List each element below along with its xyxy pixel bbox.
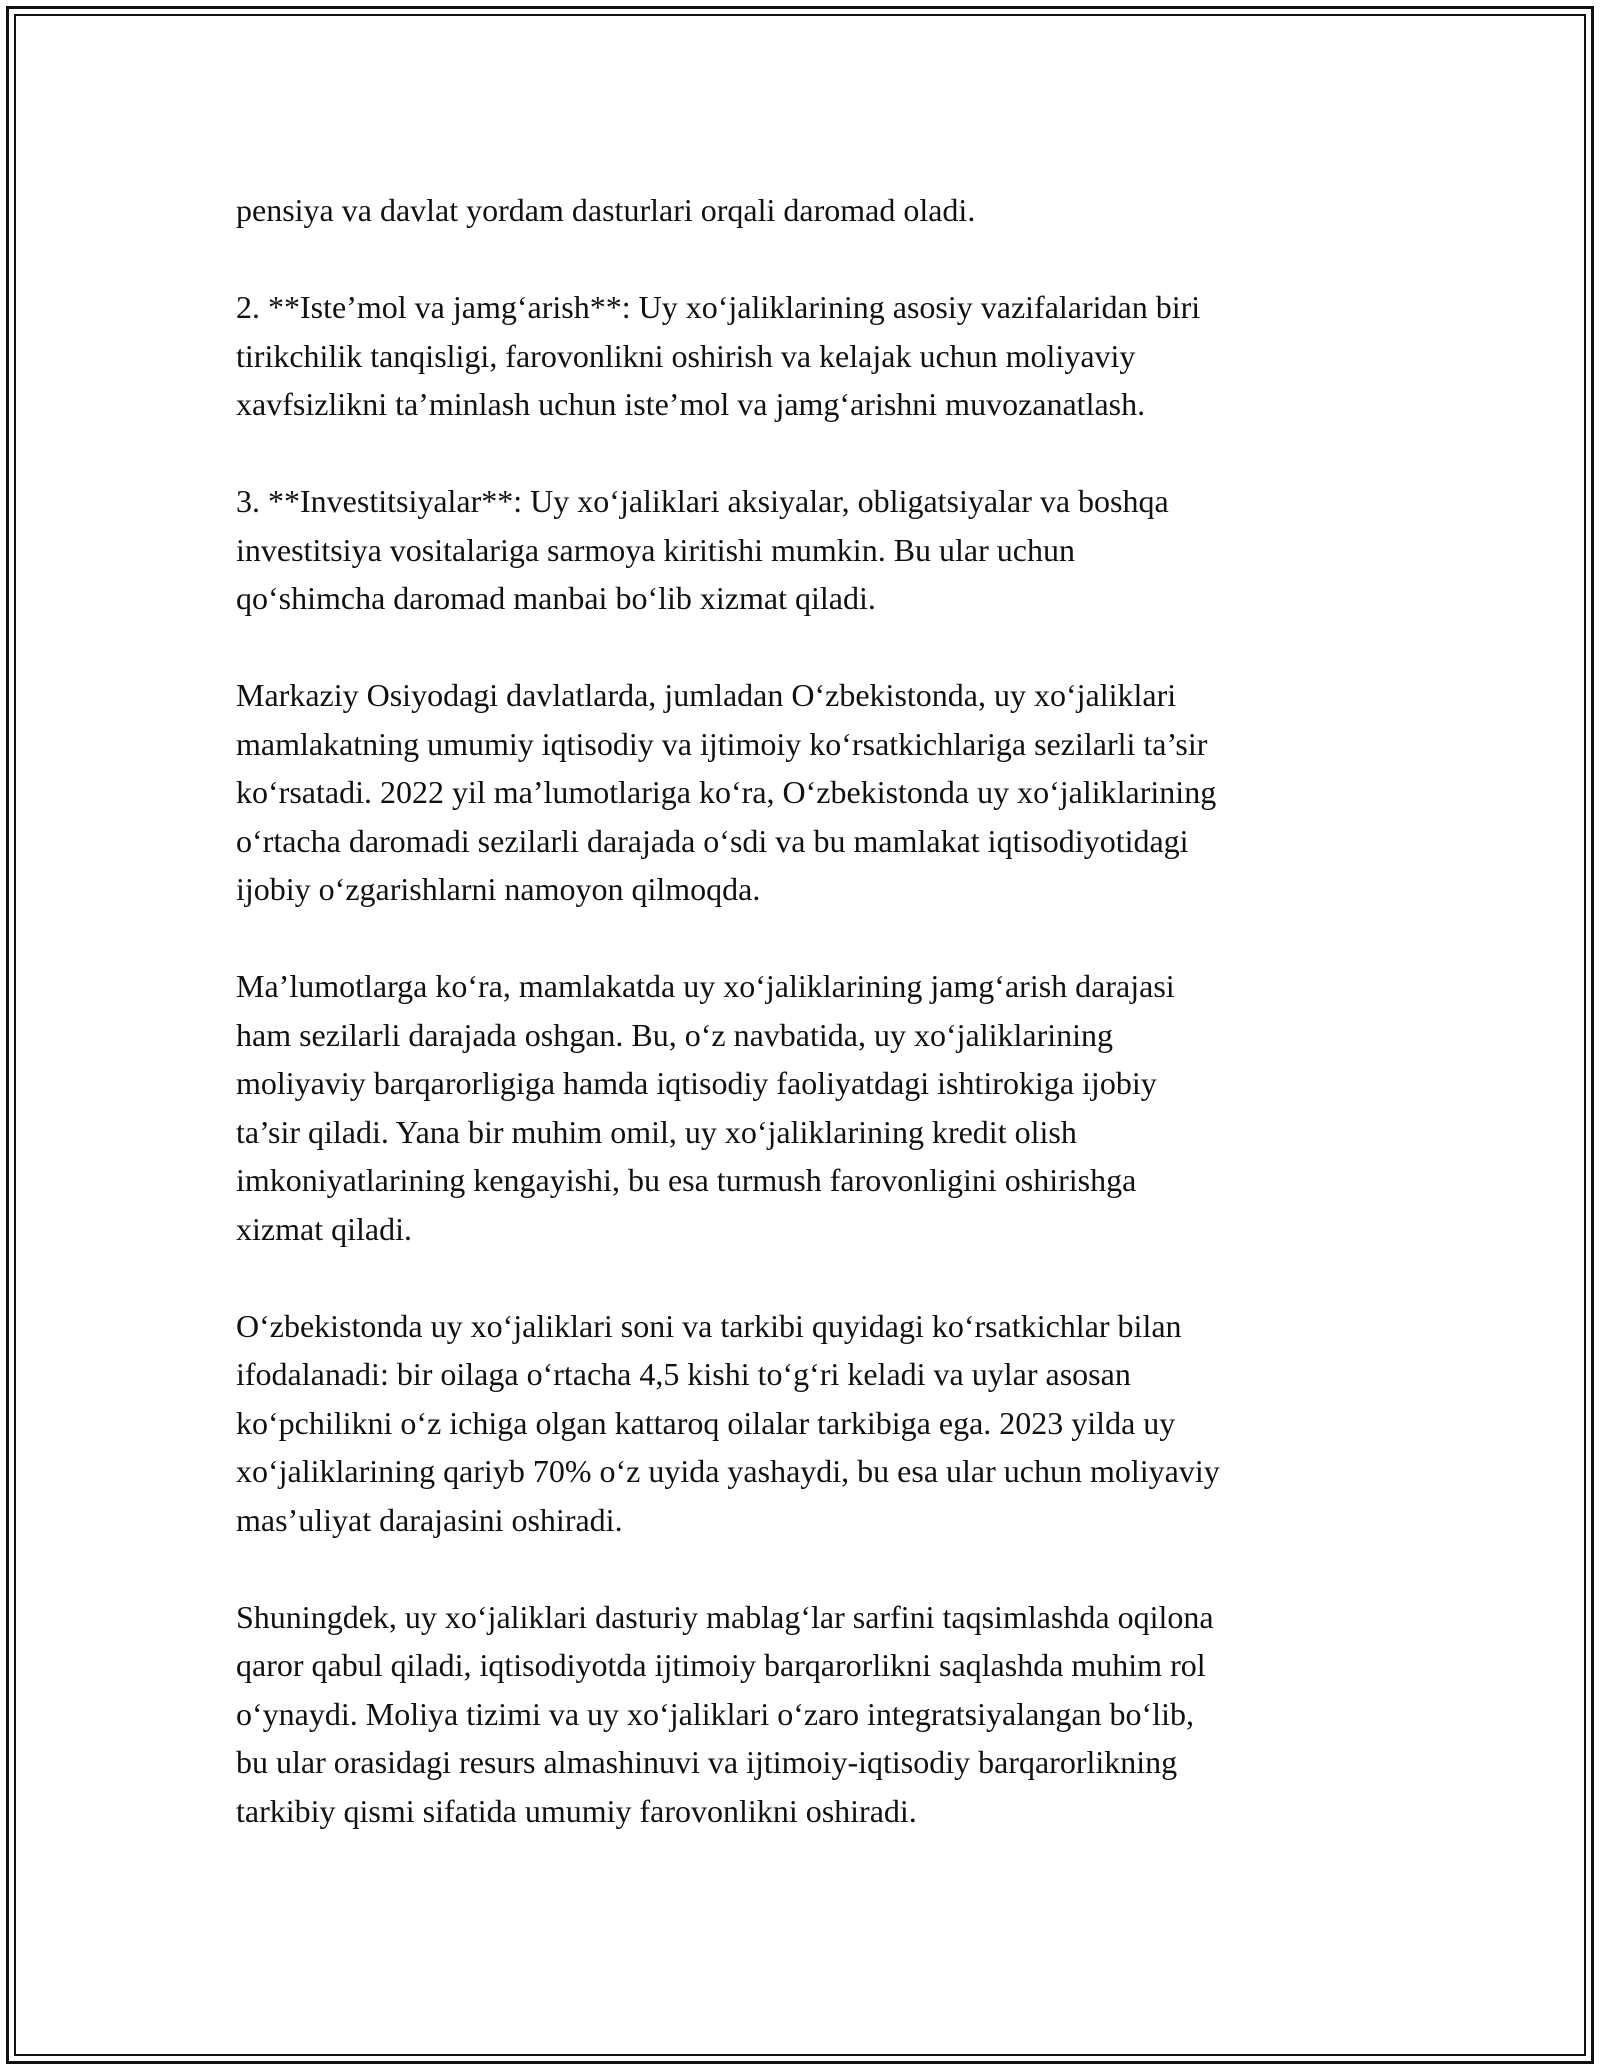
text-line: pensiya va davlat yordam dasturlari orqali daromad oladi. bbox=[236, 192, 976, 228]
text-line: ijobiy o‘zgarishlarni namoyon qilmoqda. bbox=[236, 871, 761, 907]
text-line: Markaziy Osiyodagi davlatlarda, jumladan O‘zbekistonda, uy xo‘jaliklari bbox=[236, 677, 1177, 713]
document-body bbox=[236, 186, 1376, 1884]
text-line: xo‘jaliklarining qariyb 70% o‘z uyida yashaydi, bu esa ular uchun moliyaviy bbox=[236, 1453, 1220, 1489]
paragraph-savings-level bbox=[236, 962, 1376, 1253]
paragraph-household-composition bbox=[236, 1302, 1376, 1545]
paragraph-income-continuation bbox=[236, 186, 1376, 235]
text-line: tarkibiy qismi sifatida umumiy farovonlikni oshiradi. bbox=[236, 1792, 917, 1829]
text-line: 2. **Iste’mol va jamg‘arish**: Uy xo‘jaliklarining asosiy vazifalaridan biri bbox=[236, 289, 1201, 325]
text-line: qo‘shimcha daromad manbai bo‘lib xizmat qiladi. bbox=[236, 580, 876, 616]
text-line: ifodalanadi: bir oilaga o‘rtacha 4,5 kishi to‘g‘ri keladi va uylar asosan bbox=[236, 1356, 1131, 1392]
text-line: o‘rtacha daromadi sezilarli darajada o‘sdi va bu mamlakat iqtisodiyotidagi bbox=[236, 822, 1189, 859]
text-line: investitsiya vositalariga sarmoya kiritishi mumkin. Bu ular uchun bbox=[236, 531, 1075, 568]
text-line: O‘zbekistonda uy xo‘jaliklari soni va tarkibi quyidagi ko‘rsatkichlar bilan bbox=[236, 1307, 1182, 1344]
text-line: ko‘pchilikni o‘z ichiga olgan kattaroq oilalar tarkibiga ega. 2023 yilda uy bbox=[236, 1404, 1176, 1441]
paragraph-consumption-savings bbox=[236, 283, 1376, 429]
text-line: Ma’lumotlarga ko‘ra, mamlakatda uy xo‘jaliklarining jamg‘arish darajasi bbox=[236, 968, 1175, 1004]
text-line: mamlakatning umumiy iqtisodiy va ijtimoiy ko‘rsatkichlariga sezilarli ta’sir bbox=[236, 725, 1208, 762]
text-line: xizmat qiladi. bbox=[236, 1210, 412, 1247]
text-line: mas’uliyat darajasini oshiradi. bbox=[236, 1501, 623, 1538]
text-line: ta’sir qiladi. Yana bir muhim omil, uy xo‘jaliklarining kredit olish bbox=[236, 1113, 1077, 1150]
paragraph-central-asia bbox=[236, 671, 1376, 914]
text-line: qaror qabul qiladi, iqtisodiyotda ijtimoiy barqarorlikni saqlashda muhim rol bbox=[236, 1647, 1206, 1683]
text-line: imkoniyatlarining kengayishi, bu esa turmush farovonligini oshirishga bbox=[236, 1162, 1137, 1198]
paragraph-investments bbox=[236, 477, 1376, 623]
text-line: ko‘rsatadi. 2022 yil ma’lumotlariga ko‘ra, O‘zbekistonda uy xo‘jaliklarining bbox=[236, 774, 1217, 810]
text-line: o‘ynaydi. Moliya tizimi va uy xo‘jaliklari o‘zaro integratsiyalangan bo‘lib, bbox=[236, 1695, 1194, 1732]
text-line: 3. **Investitsiyalar**: Uy xo‘jaliklari aksiyalar, obligatsiyalar va boshqa bbox=[236, 483, 1169, 519]
text-line: bu ular orasidagi resurs almashinuvi va ijtimoiy-iqtisodiy barqarorlikning bbox=[236, 1744, 1178, 1780]
text-line: ham sezilarli darajada oshgan. Bu, o‘z navbatida, uy xo‘jaliklarining bbox=[236, 1016, 1114, 1053]
paragraph-financial-integration bbox=[236, 1593, 1376, 1836]
text-line: moliyaviy barqarorligiga hamda iqtisodiy faoliyatdagi ishtirokiga ijobiy bbox=[236, 1065, 1157, 1101]
text-line: Shuningdek, uy xo‘jaliklari dasturiy mablag‘lar sarfini taqsimlashda oqilona bbox=[236, 1598, 1214, 1635]
text-line: xavfsizlikni ta’minlash uchun iste’mol va jamg‘arishni muvozanatlash. bbox=[236, 386, 1146, 422]
text-line: tirikchilik tanqisligi, farovonlikni oshirish va kelajak uchun moliyaviy bbox=[236, 337, 1136, 374]
